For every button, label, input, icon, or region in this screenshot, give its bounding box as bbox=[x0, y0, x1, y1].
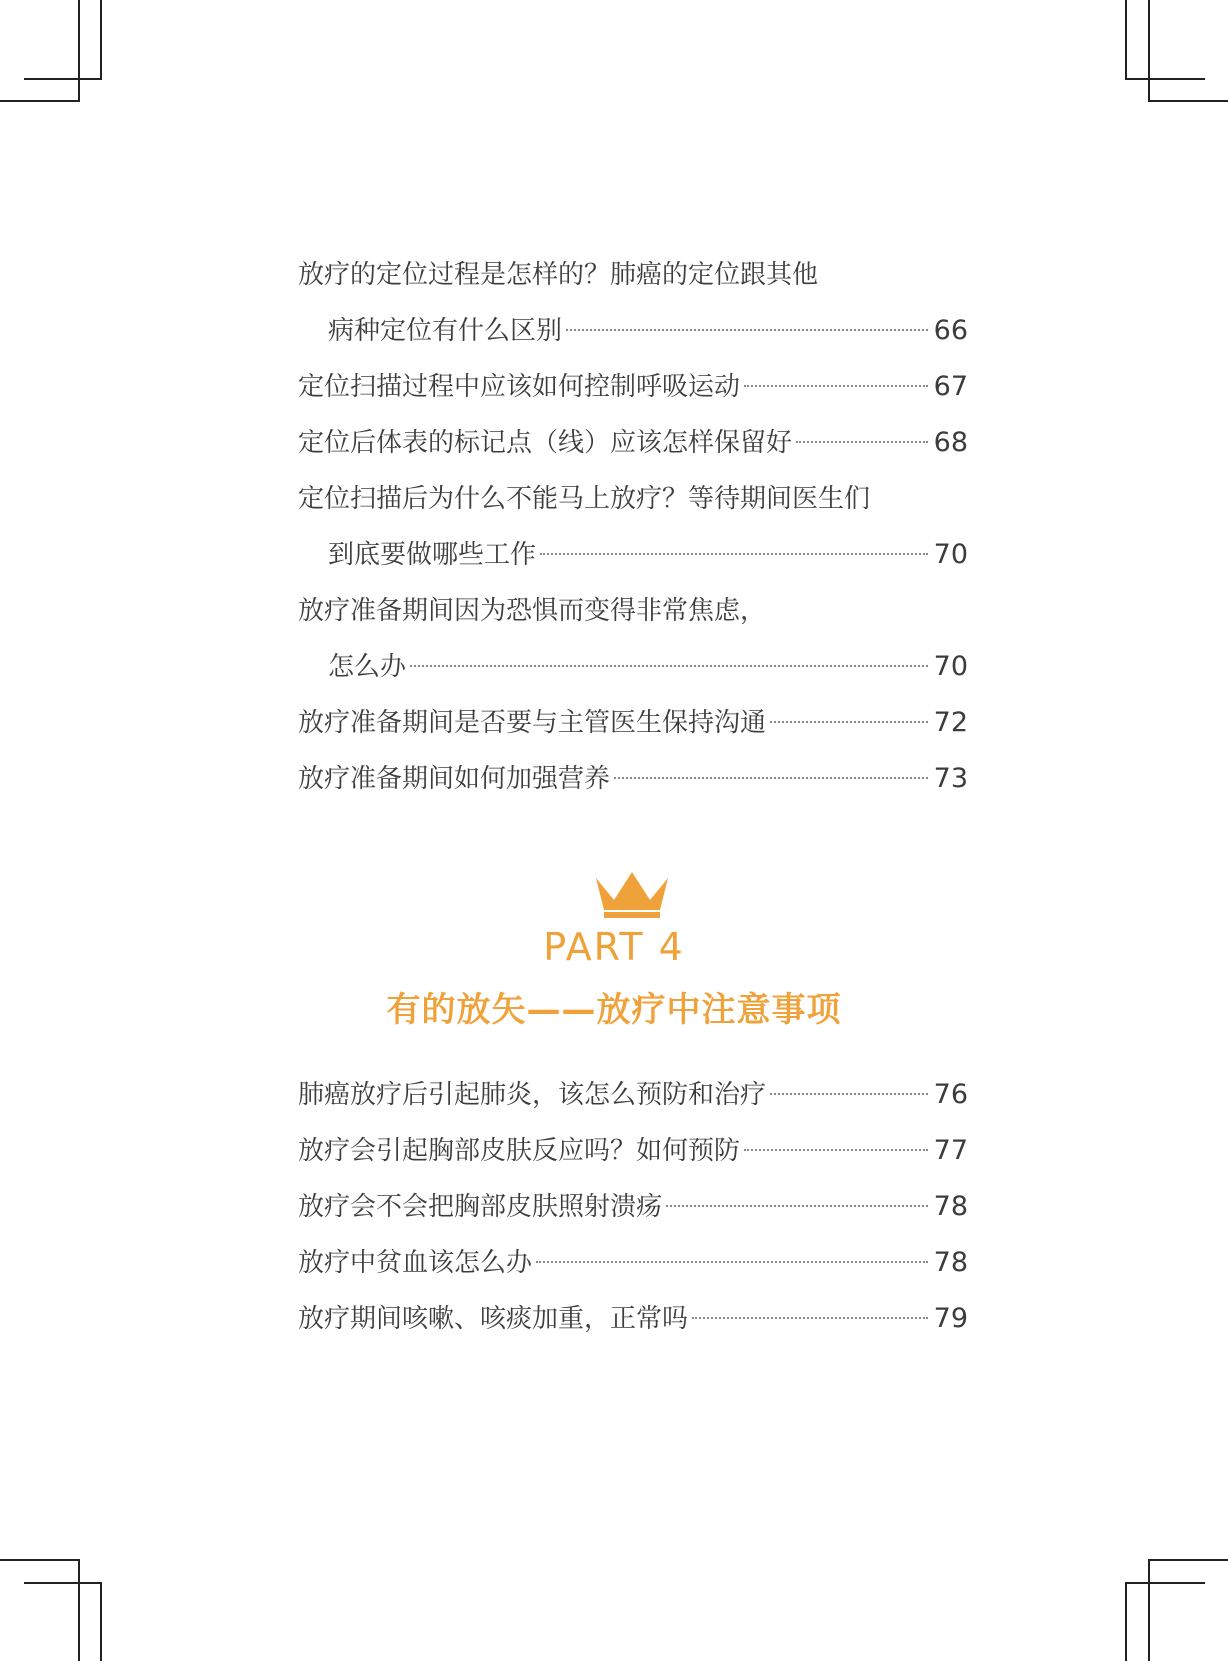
toc-entry-title: 放疗期间咳嗽、咳痰加重，正常吗 bbox=[298, 1304, 689, 1334]
part-number: PART 4 bbox=[543, 925, 685, 969]
toc-entry[interactable] bbox=[298, 415, 968, 471]
toc-entry[interactable] bbox=[298, 695, 968, 751]
crop-mark-line bbox=[100, 0, 102, 80]
toc-page-number: 78 bbox=[933, 1247, 968, 1278]
toc-entry-title: 放疗准备期间因为恐惧而变得非常焦虑， bbox=[298, 596, 767, 626]
dot-leader bbox=[666, 1205, 928, 1207]
toc-page-number: 68 bbox=[933, 427, 968, 458]
toc-entry-line bbox=[298, 527, 968, 583]
toc-page-number: 70 bbox=[933, 651, 968, 682]
dot-leader bbox=[796, 441, 928, 443]
crop-mark-line bbox=[1148, 0, 1150, 102]
toc-entry-line bbox=[298, 751, 968, 807]
toc-entry-line bbox=[298, 1067, 968, 1123]
toc-page-number: 70 bbox=[933, 539, 968, 570]
toc-page-number: 66 bbox=[933, 315, 968, 346]
crop-mark-line bbox=[78, 0, 80, 100]
crop-mark-line bbox=[100, 1582, 102, 1661]
toc-entry[interactable] bbox=[298, 1067, 968, 1123]
crop-mark-line bbox=[1148, 100, 1228, 102]
toc-page-number: 76 bbox=[933, 1079, 968, 1110]
toc-entry-line bbox=[298, 1291, 968, 1347]
crown-icon bbox=[594, 870, 670, 920]
dot-leader bbox=[614, 777, 928, 779]
toc-entry-line bbox=[298, 303, 968, 359]
toc-page-number: 77 bbox=[933, 1135, 968, 1166]
part-title: 有的放矢——放疗中注意事项 bbox=[386, 990, 842, 1030]
toc-entry[interactable] bbox=[298, 1123, 968, 1179]
toc-entry-line bbox=[298, 1123, 968, 1179]
toc-entry-line bbox=[298, 639, 968, 695]
toc-entry-title: 肺癌放疗后引起肺炎，该怎么预防和治疗 bbox=[298, 1080, 767, 1110]
crop-mark-line bbox=[78, 1559, 80, 1661]
toc-entry[interactable] bbox=[298, 751, 968, 807]
dot-leader bbox=[692, 1317, 928, 1319]
toc-entry-line bbox=[298, 359, 968, 415]
crop-mark-line bbox=[1148, 1559, 1228, 1561]
crop-mark-line bbox=[1148, 1559, 1150, 1661]
toc-page-number: 67 bbox=[933, 371, 968, 402]
crop-mark-line bbox=[1125, 1582, 1127, 1661]
crop-mark-line bbox=[1125, 1582, 1205, 1584]
dot-leader bbox=[536, 1261, 928, 1263]
toc-entry-title: 放疗准备期间是否要与主管医生保持沟通 bbox=[298, 708, 767, 738]
toc-entry[interactable] bbox=[298, 247, 968, 359]
toc-page-number: 72 bbox=[933, 707, 968, 738]
toc-entry-line bbox=[298, 415, 968, 471]
toc-page-number: 79 bbox=[933, 1303, 968, 1334]
dot-leader bbox=[770, 721, 928, 723]
toc-entry-line bbox=[298, 247, 968, 303]
toc-entry[interactable] bbox=[298, 1179, 968, 1235]
toc-entry-title: 放疗的定位过程是怎样的？肺癌的定位跟其他 bbox=[298, 260, 819, 290]
toc-entry-title: 放疗会不会把胸部皮肤照射溃疡 bbox=[298, 1192, 663, 1222]
toc-entry-title: 放疗中贫血该怎么办 bbox=[298, 1248, 533, 1278]
dot-leader bbox=[744, 1149, 928, 1151]
toc-entry-title: 定位扫描后为什么不能马上放疗？等待期间医生们 bbox=[298, 484, 871, 514]
dot-leader bbox=[540, 553, 928, 555]
toc-entry-title: 病种定位有什么区别 bbox=[328, 316, 563, 346]
toc-entry-title: 定位后体表的标记点（线）应该怎样保留好 bbox=[298, 428, 793, 458]
toc-entry-line bbox=[298, 695, 968, 751]
dot-leader bbox=[770, 1093, 928, 1095]
toc-entry[interactable] bbox=[298, 471, 968, 583]
crop-mark-line bbox=[1125, 0, 1127, 80]
dot-leader bbox=[410, 665, 928, 667]
crop-mark-line bbox=[24, 1582, 102, 1584]
toc-entry-title: 定位扫描过程中应该如何控制呼吸运动 bbox=[298, 372, 741, 402]
toc-entry-title: 到底要做哪些工作 bbox=[328, 540, 537, 570]
toc-section-part4 bbox=[298, 1067, 968, 1347]
toc-section-part3 bbox=[298, 247, 968, 807]
toc-entry-line bbox=[298, 583, 968, 639]
toc-entry[interactable] bbox=[298, 359, 968, 415]
toc-page-number: 73 bbox=[933, 763, 968, 794]
crop-mark-line bbox=[24, 78, 102, 80]
toc-entry[interactable] bbox=[298, 583, 968, 695]
toc-entry-line bbox=[298, 1179, 968, 1235]
toc-entry-title: 放疗准备期间如何加强营养 bbox=[298, 764, 611, 794]
toc-entry-title: 放疗会引起胸部皮肤反应吗？如何预防 bbox=[298, 1136, 741, 1166]
dot-leader bbox=[744, 385, 928, 387]
crop-mark-line bbox=[0, 1559, 80, 1561]
toc-entry-line bbox=[298, 1235, 968, 1291]
toc-page-number: 78 bbox=[933, 1191, 968, 1222]
toc-entry[interactable] bbox=[298, 1291, 968, 1347]
toc-entry[interactable] bbox=[298, 1235, 968, 1291]
crop-mark-line bbox=[0, 100, 80, 102]
toc-entry-title: 怎么办 bbox=[328, 652, 407, 682]
dot-leader bbox=[566, 329, 928, 331]
crop-mark-line bbox=[1125, 78, 1205, 80]
toc-entry-line bbox=[298, 471, 968, 527]
